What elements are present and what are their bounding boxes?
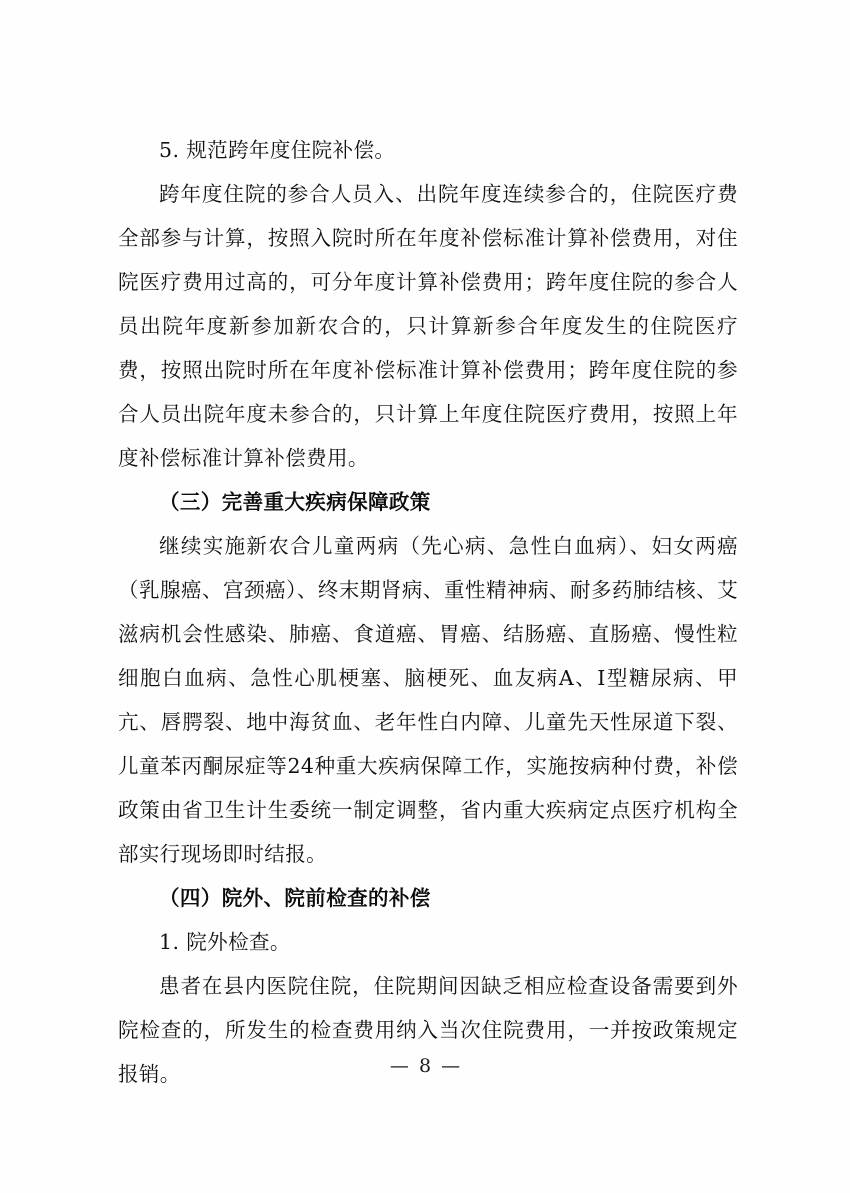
page-content xyxy=(118,128,738,1096)
paragraph-item5-title: 5. 规范跨年度住院补偿。 xyxy=(159,138,396,162)
paragraph-item5-body: 跨年度住院的参合人员入、出院年度连续参合的，住院医疗费全部参与计算，按照入院时所在年度补偿标准计算补偿费用，对住院医疗费用过高的，可分年度计算补偿费用；跨年度住院的参合人员出院年度新参加新农合的，只计算新参合年度发生的住院医疗费，按照出院时所在年度补偿标准计算补偿费用；跨年度住院的参合人员出院年度未参合的，只计算上年度住院医疗费用，按照上年度补偿标准计算补偿费用。 xyxy=(118,182,738,470)
paragraph-item1-body: 患者在县内医院住院，住院期间因缺乏相应检查设备需要到外院检查的，所发生的检查费用纳入当次住院费用，一并按政策规定报销。 xyxy=(118,974,738,1086)
paragraph-item1-title: 1. 院外检查。 xyxy=(159,930,291,954)
heading-section-three: （三）完善重大疾病保障政策 xyxy=(159,490,431,514)
page-number: — 8 — xyxy=(389,1055,463,1077)
heading-section-four: （四）院外、院前检查的补偿 xyxy=(159,886,431,910)
paragraph-section-three-body: 继续实施新农合儿童两病（先心病、急性白血病）、妇女两癌（乳腺癌、宫颈癌）、终末期肾病、重性精神病、耐多药肺结核、艾滋病机会性感染、肺癌、食道癌、胃癌、结肠癌、直肠癌、慢性粒细胞白血病、急性心肌梗塞、脑梗死、血友病A、Ⅰ型糖尿病、甲亢、唇腭裂、地中海贫血、老年性白内障、儿童先天性尿道下裂、儿童苯丙酮尿症等24种重大疾病保障工作，实施按病种付费，补偿政策由省卫生计生委统一制定调整，省内重大疾病定点医疗机构全部实行现场即时结报。 xyxy=(118,534,738,866)
page-footer xyxy=(0,1055,850,1077)
